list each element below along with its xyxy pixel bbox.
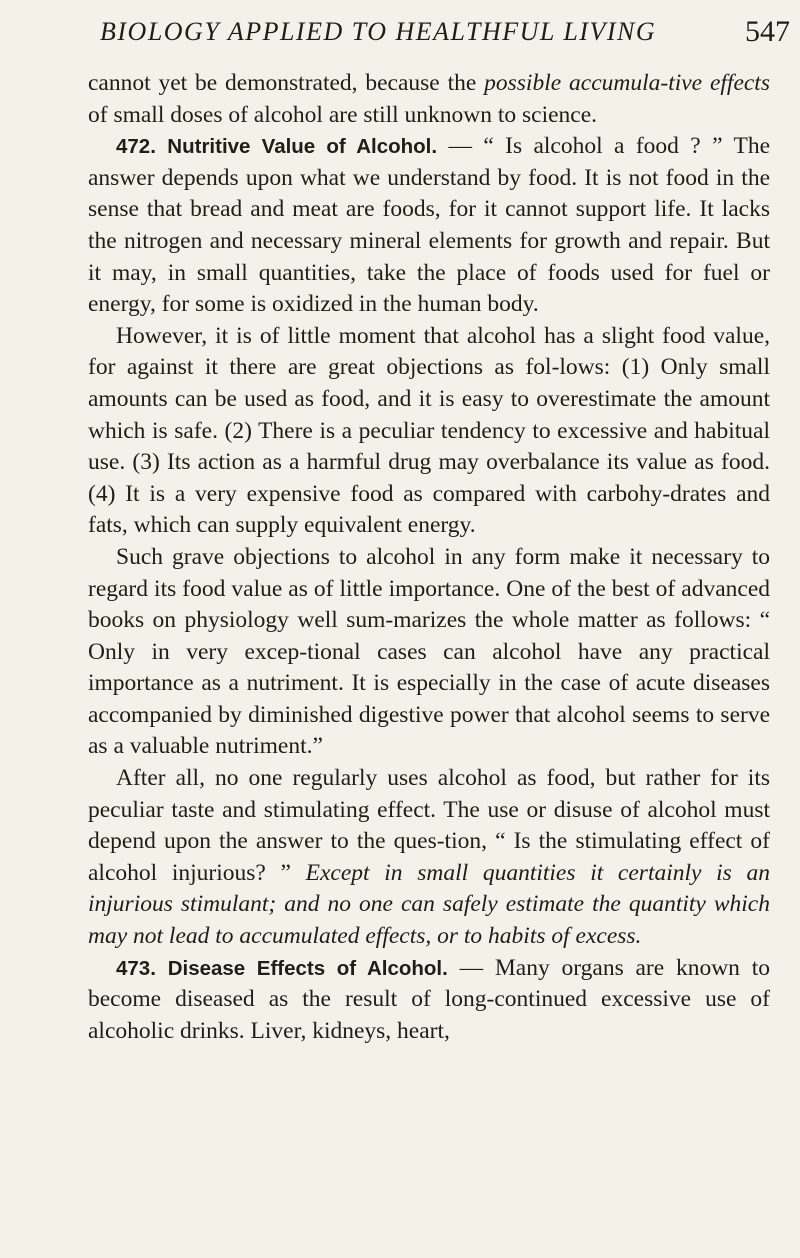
page-number: 547 [745, 15, 790, 48]
body-text [88, 68, 770, 1047]
paragraph-text: cannot yet be demonstrated, because the [88, 70, 485, 96]
section-number: 473. [116, 956, 156, 980]
paragraph-text: After all, no one regularly uses alcohol as food, but rather for its peculiar taste and stimulating effect. The use or disuse of alcohol must depend upon the answer to the ques-tion, “ Is the stimulating effect of alcohol injurious? ” [88, 765, 770, 886]
paragraph-objections: However, it is of little moment that alcohol has a slight food value, for against it there are great objections as fol-lows: (1) Only small amounts can be used as food, and it is easy to overestimate the amount which is safe. (2) There is a peculiar tendency to excessive and habitual use. (3) Its action as a harmful drug may overbalance its value as food. (4) It is a very expensive food as compared with carbohy-drates and fats, which can supply equivalent energy. [88, 322, 770, 539]
section-472 [88, 131, 770, 321]
paragraph-text: — “ Is alcohol a food ? ” The answer depends upon what we understand by food. It is not food in the sense that bread and meat are foods, for it cannot support life. It lacks the nitrogen and necessary mineral elements for growth and repair. But it may, in small quantities, take the place of foods used for fuel or energy, for some is oxidized in the human body. [88, 133, 771, 318]
emphasis-text: Except in small quantities it certainly is an injurious stimulant; and no one can safely estimate the quantity which may not lead to accumulated effects, or to habits of excess. [88, 859, 770, 950]
paragraph-grave-objections: Such grave objections to alcohol in any form make it necessary to regard its food value as of little importance. One of the best of advanced books on physiology well sum-marizes the whole matter as follows: “ Only in very excep-tional cases can alcohol have any practical importance as a nutriment. It is especially in the case of acute diseases accompanied by diminished digestive power that alcohol seems to serve as a valuable nutriment.” [88, 543, 770, 760]
paragraph-continuation [88, 68, 770, 131]
section-heading: Disease Effects of Alcohol. [167, 956, 448, 980]
running-title: BIOLOGY APPLIED TO HEALTHFUL LIVING [100, 17, 657, 46]
running-head [100, 12, 790, 52]
section-473 [88, 953, 770, 1048]
paragraph-text: — Many organs are known to become diseased as the result of long-continued excessive use of alcoholic drinks. Liver, kidneys, heart, [88, 954, 770, 1044]
section-heading: Nutritive Value of Alcohol. [167, 135, 438, 159]
section-number: 472. [116, 135, 156, 159]
paragraph-text: of small doses of alcohol are still unknown to science. [88, 101, 598, 128]
paragraph-stimulating-effect [88, 763, 770, 953]
emphasis-text: possible accumula-tive effects [484, 70, 770, 96]
